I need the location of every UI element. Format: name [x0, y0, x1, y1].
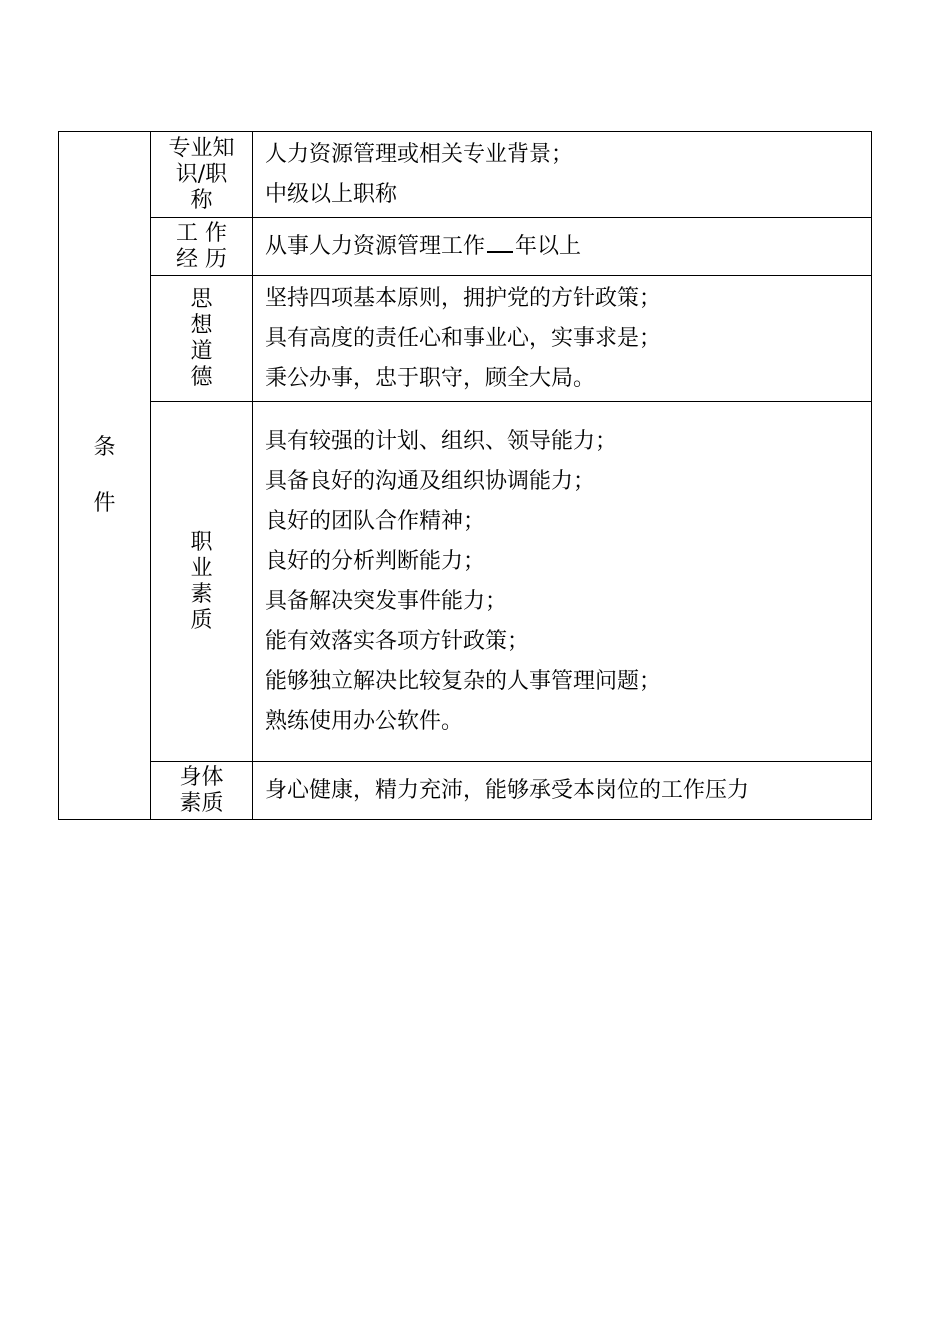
requirement-line: 人力资源管理或相关专业背景；: [265, 141, 574, 167]
category-morality: [151, 276, 253, 402]
content-knowledge: [253, 132, 872, 218]
requirement-line: 中级以上职称: [265, 181, 398, 207]
category-text: 称: [190, 187, 213, 213]
category-text: 质: [190, 607, 213, 633]
requirement-line: 具备解决突发事件能力；: [265, 588, 508, 614]
requirements-table: [58, 131, 872, 820]
requirement-line: 能够独立解决比较复杂的人事管理问题；: [265, 668, 662, 694]
content-experience: [253, 218, 872, 276]
category-text: 识/职: [175, 161, 228, 187]
table-row: [59, 132, 872, 218]
requirement-line: 熟练使用办公软件。: [265, 708, 464, 734]
category-text: 经 历: [176, 246, 227, 272]
requirement-line: 秉公办事，忠于职守，顾全大局。: [265, 365, 596, 391]
requirement-line: 良好的团队合作精神；: [265, 508, 486, 534]
content-morality: [253, 276, 872, 402]
condition-label-char: 件: [93, 490, 116, 516]
condition-label-char: 条: [93, 434, 116, 460]
table-row: [59, 218, 872, 276]
requirement-line: 具备良好的沟通及组织协调能力；: [265, 468, 596, 494]
category-text: 职: [190, 529, 213, 555]
category-text: 道: [190, 338, 213, 364]
experience-text-post: 年以上: [515, 233, 582, 259]
category-text: 业: [190, 555, 213, 581]
category-text: 工 作: [176, 220, 227, 246]
category-text: 思: [190, 286, 213, 312]
requirement-line: 具有较强的计划、组织、领导能力；: [265, 428, 618, 454]
category-professional-quality: [151, 402, 253, 762]
condition-label-cell: [59, 132, 151, 820]
requirement-line: [265, 227, 871, 267]
requirement-line: 坚持四项基本原则，拥护党的方针政策；: [265, 285, 662, 311]
content-professional-quality: [253, 402, 872, 762]
experience-text-pre: 从事人力资源管理工作: [265, 233, 486, 259]
requirement-line: 身心健康，精力充沛，能够承受本岗位的工作压力: [265, 777, 750, 803]
category-text: 德: [190, 364, 213, 390]
category-experience: [151, 218, 253, 276]
category-knowledge: [151, 132, 253, 218]
content-physical: [253, 762, 872, 820]
table-row: [59, 762, 872, 820]
category-text: 专业知: [168, 135, 235, 161]
table-row: [59, 276, 872, 402]
requirement-line: 良好的分析判断能力；: [265, 548, 486, 574]
category-text: 想: [190, 312, 213, 338]
category-text: 素: [190, 581, 213, 607]
category-physical: [151, 762, 253, 820]
requirement-line: 具有高度的责任心和事业心，实事求是；: [265, 325, 662, 351]
table-row: [59, 402, 872, 762]
requirement-line: 能有效落实各项方针政策；: [265, 628, 530, 654]
years-blank: [487, 231, 513, 253]
category-text: 素质: [179, 790, 224, 816]
category-text: 身体: [179, 764, 224, 790]
condition-label: [59, 434, 150, 518]
